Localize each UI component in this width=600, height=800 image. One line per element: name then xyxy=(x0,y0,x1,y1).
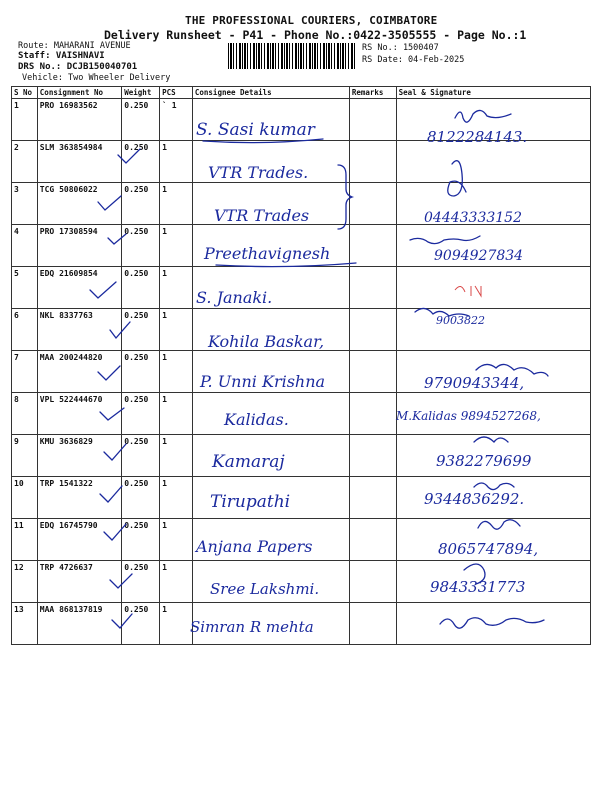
consignment-cell: EDQ 16745790 xyxy=(37,519,121,561)
handwritten-signature-number: 9790943344, xyxy=(424,374,525,392)
signature-scribble xyxy=(476,364,548,376)
consignment-cell: MAA 868137819 xyxy=(37,603,121,645)
checkmark-icon xyxy=(110,574,132,588)
drs-number: DRS No.: DCJB150040701 xyxy=(18,62,138,72)
pcs-cell: 1 xyxy=(160,477,193,519)
pcs-cell: 1 xyxy=(160,603,193,645)
sno-cell: 4 xyxy=(12,225,38,267)
weight-cell: 0.250 xyxy=(122,99,160,141)
sno-cell: 2 xyxy=(12,141,38,183)
signature-scribble xyxy=(448,161,466,196)
handwritten-signature-number: 04443333152 xyxy=(424,210,522,226)
runsheet-subtitle: Delivery Runsheet - P41 - Phone No.:0422-3505555 - Page No.:1 xyxy=(104,28,527,42)
checkmark-icon xyxy=(98,196,121,210)
handwritten-signature-number: M.Kalidas 9894527268, xyxy=(396,409,541,423)
handwritten-signature-number: 9843331773 xyxy=(430,578,526,596)
col-weight: Weight xyxy=(122,87,160,99)
col-consignee: Consignee Details xyxy=(192,87,349,99)
checkmark-icon xyxy=(110,322,130,338)
sno-cell: 13 xyxy=(12,603,38,645)
consignment-cell: TRP 4726637 xyxy=(37,561,121,603)
weight-cell: 0.250 xyxy=(122,351,160,393)
weight-cell: 0.250 xyxy=(122,435,160,477)
handwritten-signature-number: 8122284143. xyxy=(427,128,528,146)
sno-cell: 11 xyxy=(12,519,38,561)
col-signature: Seal & Signature xyxy=(396,87,590,99)
company-title: THE PROFESSIONAL COURIERS, COIMBATORE xyxy=(185,14,438,27)
pcs-cell: 1 xyxy=(160,393,193,435)
checkmark-icon xyxy=(100,408,124,420)
pcs-cell: ` 1 xyxy=(160,99,193,141)
pcs-cell: 1 xyxy=(160,435,193,477)
sno-cell: 7 xyxy=(12,351,38,393)
sno-cell: 3 xyxy=(12,183,38,225)
signature-scribble xyxy=(455,110,511,122)
weight-cell: 0.250 xyxy=(122,183,160,225)
rs-date: RS Date: 04-Feb-2025 xyxy=(362,55,465,65)
signature-scribble xyxy=(464,564,485,584)
handwritten-consignee: Tirupathi xyxy=(210,492,291,512)
handwritten-signature-number: 9094927834 xyxy=(434,248,524,264)
staff-label: Staff: VAISHNAVI xyxy=(18,51,105,61)
weight-cell: 0.250 xyxy=(122,141,160,183)
handwritten-consignee: Preethavignesh xyxy=(204,244,331,263)
pcs-cell: 1 xyxy=(160,183,193,225)
signature-scribble xyxy=(410,236,480,244)
consignment-cell: KMU 3636829 xyxy=(37,435,121,477)
checkmark-icon xyxy=(108,234,126,244)
handwritten-signature-number: 9344836292. xyxy=(424,490,525,508)
col-sno: S No xyxy=(12,87,38,99)
consignment-cell: SLM 363854984 xyxy=(37,141,121,183)
pcs-cell: 1 xyxy=(160,351,193,393)
handwritten-signature-number: 8065747894, xyxy=(438,540,539,558)
handwritten-consignee: P. Unni Krishna xyxy=(200,372,326,391)
pcs-cell: 1 xyxy=(160,561,193,603)
consignment-cell: PRO 17308594 xyxy=(37,225,121,267)
handwritten-consignee: Sree Lakshmi. xyxy=(210,580,320,598)
handwritten-consignee: Anjana Papers xyxy=(196,537,313,556)
col-remarks: Remarks xyxy=(349,87,396,99)
sno-cell: 6 xyxy=(12,309,38,351)
weight-cell: 0.250 xyxy=(122,267,160,309)
consignment-cell: PRO 16983562 xyxy=(37,99,121,141)
handwritten-signature-number: 9003822 xyxy=(436,314,485,327)
col-pcs: PCS xyxy=(160,87,193,99)
handwritten-consignee: VTR Trades xyxy=(214,206,310,225)
handwritten-consignee: Kalidas. xyxy=(224,410,289,429)
handwritten-consignee: VTR Trades. xyxy=(208,163,309,182)
vehicle-label: Vehicle: Two Wheeler Delivery xyxy=(22,73,171,83)
consignment-cell: TRP 1541322 xyxy=(37,477,121,519)
checkmark-icon xyxy=(118,149,140,163)
route-label: Route: MAHARANI AVENUE xyxy=(18,41,131,51)
consignment-cell: EDQ 21609854 xyxy=(37,267,121,309)
checkmark-icon xyxy=(104,444,126,460)
red-ink-mark xyxy=(455,286,481,296)
sno-cell: 1 xyxy=(12,99,38,141)
signature-scribble xyxy=(474,437,508,442)
consignment-cell: VPL 522444670 xyxy=(37,393,121,435)
col-consignment: Consignment No xyxy=(37,87,121,99)
rs-number: RS No.: 1500407 xyxy=(362,43,439,53)
sno-cell: 9 xyxy=(12,435,38,477)
handwritten-consignee: S. Janaki. xyxy=(196,288,273,307)
signature-scribble xyxy=(474,483,514,490)
sno-cell: 10 xyxy=(12,477,38,519)
weight-cell: 0.250 xyxy=(122,393,160,435)
signature-scribble xyxy=(440,618,544,628)
pcs-cell: 1 xyxy=(160,225,193,267)
weight-cell: 0.250 xyxy=(122,225,160,267)
weight-cell: 0.250 xyxy=(122,603,160,645)
checkmark-icon xyxy=(104,524,126,540)
checkmark-icon xyxy=(100,486,122,502)
weight-cell: 0.250 xyxy=(122,309,160,351)
pcs-cell: 1 xyxy=(160,141,193,183)
handwritten-consignee: Kamaraj xyxy=(212,452,285,472)
consignment-cell: MAA 200244820 xyxy=(37,351,121,393)
sno-cell: 12 xyxy=(12,561,38,603)
weight-cell: 0.250 xyxy=(122,477,160,519)
signature-scribble xyxy=(415,308,469,316)
weight-cell: 0.250 xyxy=(122,519,160,561)
checkmark-icon xyxy=(98,366,120,380)
handwritten-signature-number: 9382279699 xyxy=(436,452,532,470)
sno-cell: 8 xyxy=(12,393,38,435)
pcs-cell: 1 xyxy=(160,519,193,561)
sno-cell: 5 xyxy=(12,267,38,309)
handwritten-consignee: Simran R mehta xyxy=(190,618,314,636)
handwritten-consignee: Kohila Baskar, xyxy=(208,332,325,351)
pcs-cell: 1 xyxy=(160,309,193,351)
weight-cell: 0.250 xyxy=(122,561,160,603)
pcs-cell: 1 xyxy=(160,267,193,309)
checkmark-icon xyxy=(112,614,132,628)
checkmark-icon xyxy=(90,282,116,298)
signature-scribble xyxy=(478,520,520,529)
consignment-cell: TCG 50806022 xyxy=(37,183,121,225)
handwritten-consignee: S. Sasi kumar xyxy=(196,120,315,140)
consignment-cell: NKL 8337763 xyxy=(37,309,121,351)
brace-icon xyxy=(338,165,352,229)
